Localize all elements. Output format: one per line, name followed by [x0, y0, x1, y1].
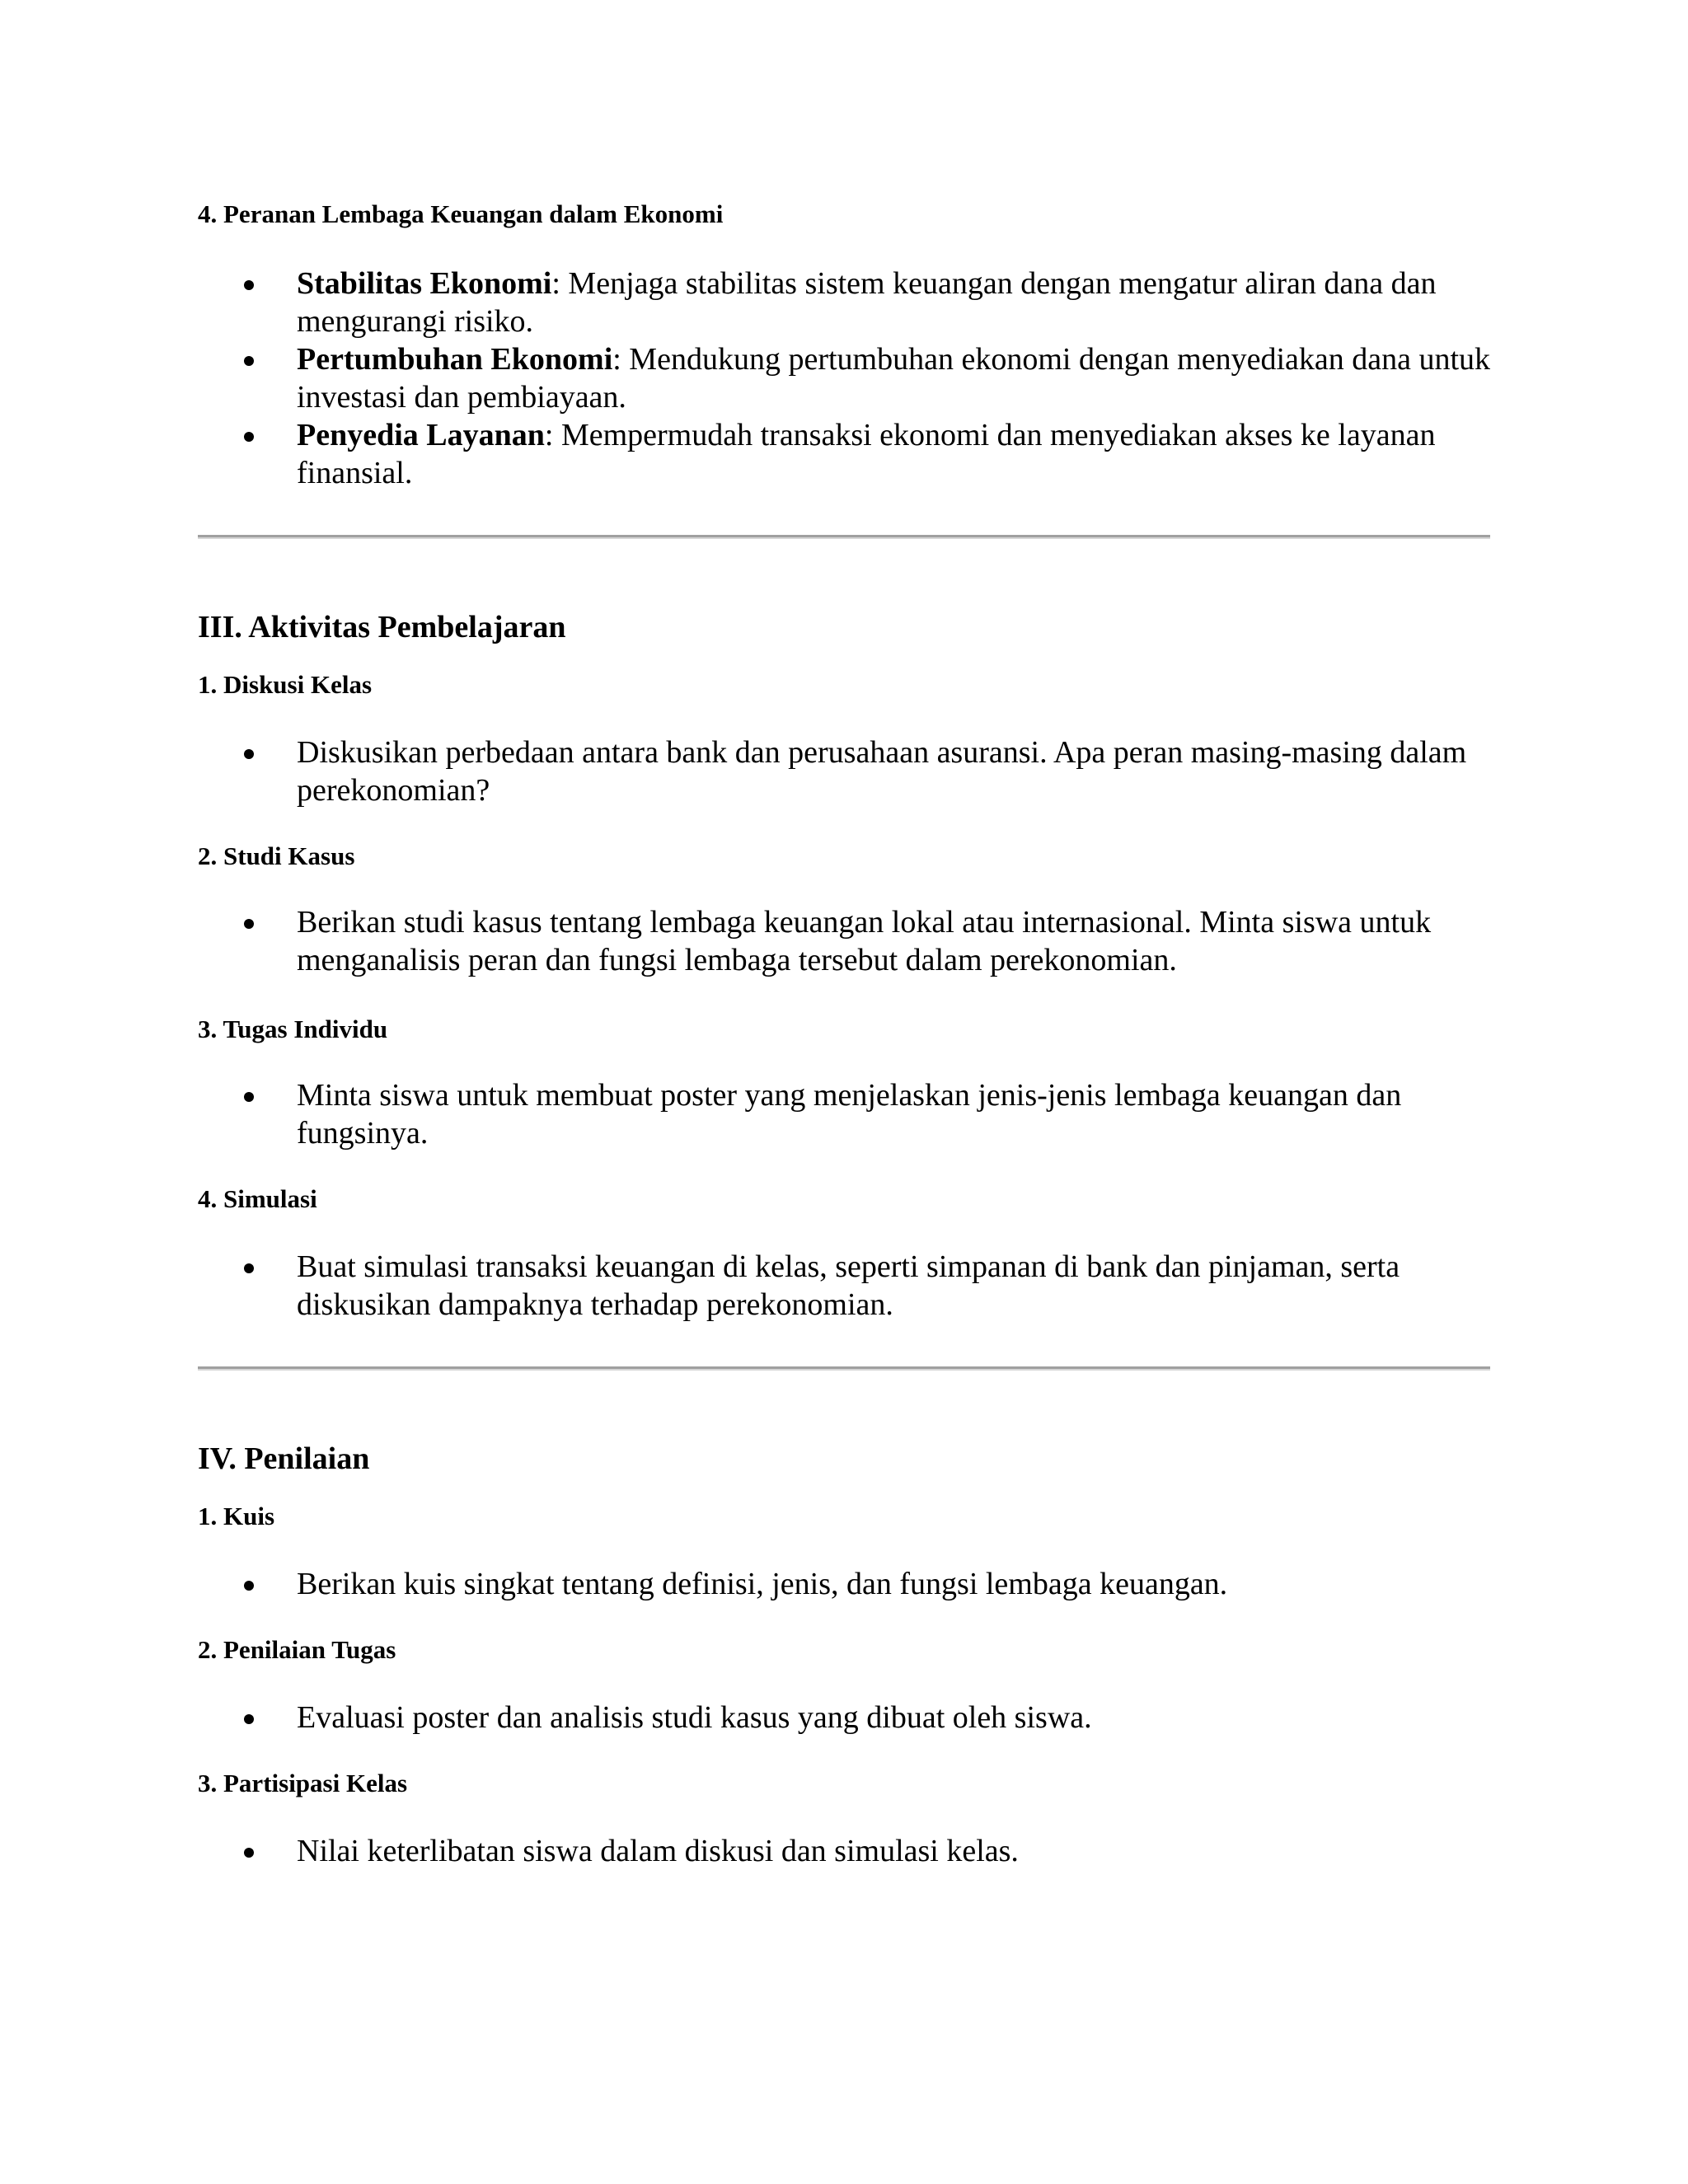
horizontal-divider — [198, 1366, 1490, 1371]
document-page — [198, 0, 1492, 1870]
bullet-list — [198, 265, 1492, 492]
bullet-list — [198, 1248, 1492, 1324]
bullet-icon — [244, 280, 254, 290]
list-item-term: Penyedia Layanan — [297, 418, 545, 452]
bullet-list — [198, 1565, 1492, 1603]
bullet-icon — [244, 356, 254, 366]
bullet-icon — [244, 1714, 254, 1724]
subsection-heading: 2. Studi Kasus — [198, 841, 355, 870]
section-heading: 4. Peranan Lembaga Keuangan dalam Ekonomi — [198, 199, 724, 228]
bullet-list — [198, 1832, 1492, 1870]
bullet-icon — [244, 432, 254, 442]
list-item-text: Berikan kuis singkat tentang definisi, jenis, dan fungsi lembaga keuangan. — [297, 1567, 1228, 1601]
list-item — [198, 1076, 1492, 1152]
list-item — [198, 1248, 1492, 1324]
bullet-list — [198, 1699, 1492, 1736]
section-title: III. Aktivitas Pembelajaran — [198, 610, 566, 644]
subsection-heading: 3. Partisipasi Kelas — [198, 1769, 408, 1797]
list-item — [198, 1565, 1492, 1603]
list-item — [198, 733, 1492, 809]
subsection-heading: 1. Kuis — [198, 1502, 275, 1530]
list-item — [198, 265, 1492, 340]
bullet-icon — [244, 1092, 254, 1102]
subsection-heading: 4. Simulasi — [198, 1184, 317, 1213]
list-item-text: : Mendukung pertumbuhan ekonomi dengan menyediakan dana untuk investasi dan pembiayaan. — [297, 342, 1491, 415]
bullet-icon — [244, 1263, 254, 1273]
bullet-list — [198, 1076, 1492, 1152]
list-item-text: Nilai keterlibatan siswa dalam diskusi dan simulasi kelas. — [297, 1834, 1019, 1868]
horizontal-divider — [198, 535, 1490, 539]
bullet-icon — [244, 1581, 254, 1591]
list-item-text: Berikan studi kasus tentang lembaga keuangan lokal atau internasional. Minta siswa untuk menganalisis peran dan fungsi lembaga tersebut dalam perekonomian. — [297, 905, 1432, 977]
section-title: IV. Penilaian — [198, 1441, 370, 1476]
list-item-term: Stabilitas Ekonomi — [297, 266, 552, 301]
list-item-text: Evaluasi poster dan analisis studi kasus yang dibuat oleh siswa. — [297, 1700, 1092, 1735]
list-item — [198, 1832, 1492, 1870]
bullet-icon — [244, 1848, 254, 1858]
list-item-text: : Menjaga stabilitas sistem keuangan dengan mengatur aliran dana dan mengurangi risiko. — [297, 266, 1437, 339]
list-item — [198, 1699, 1492, 1736]
list-item-term: Pertumbuhan Ekonomi — [297, 342, 613, 377]
subsection-heading: 1. Diskusi Kelas — [198, 670, 373, 699]
bullet-icon — [244, 749, 254, 759]
list-item-text: Minta siswa untuk membuat poster yang menjelaskan jenis-jenis lembaga keuangan dan fungsinya. — [297, 1078, 1402, 1151]
subsection-heading: 2. Penilaian Tugas — [198, 1635, 396, 1664]
subsection-heading: 3. Tugas Individu — [198, 1015, 388, 1043]
list-item — [198, 340, 1492, 416]
list-item-text: Buat simulasi transaksi keuangan di kelas, seperti simpanan di bank dan pinjaman, serta diskusikan dampaknya terhadap perekonomian. — [297, 1249, 1400, 1322]
bullet-list — [198, 903, 1492, 979]
list-item — [198, 416, 1492, 492]
list-item-text: Diskusikan perbedaan antara bank dan perusahaan asuransi. Apa peran masing-masing dalam perekonomian? — [297, 735, 1467, 808]
bullet-icon — [244, 919, 254, 929]
bullet-list — [198, 733, 1492, 809]
list-item — [198, 903, 1492, 979]
list-item-text: : Mempermudah transaksi ekonomi dan menyediakan akses ke layanan finansial. — [297, 418, 1436, 490]
